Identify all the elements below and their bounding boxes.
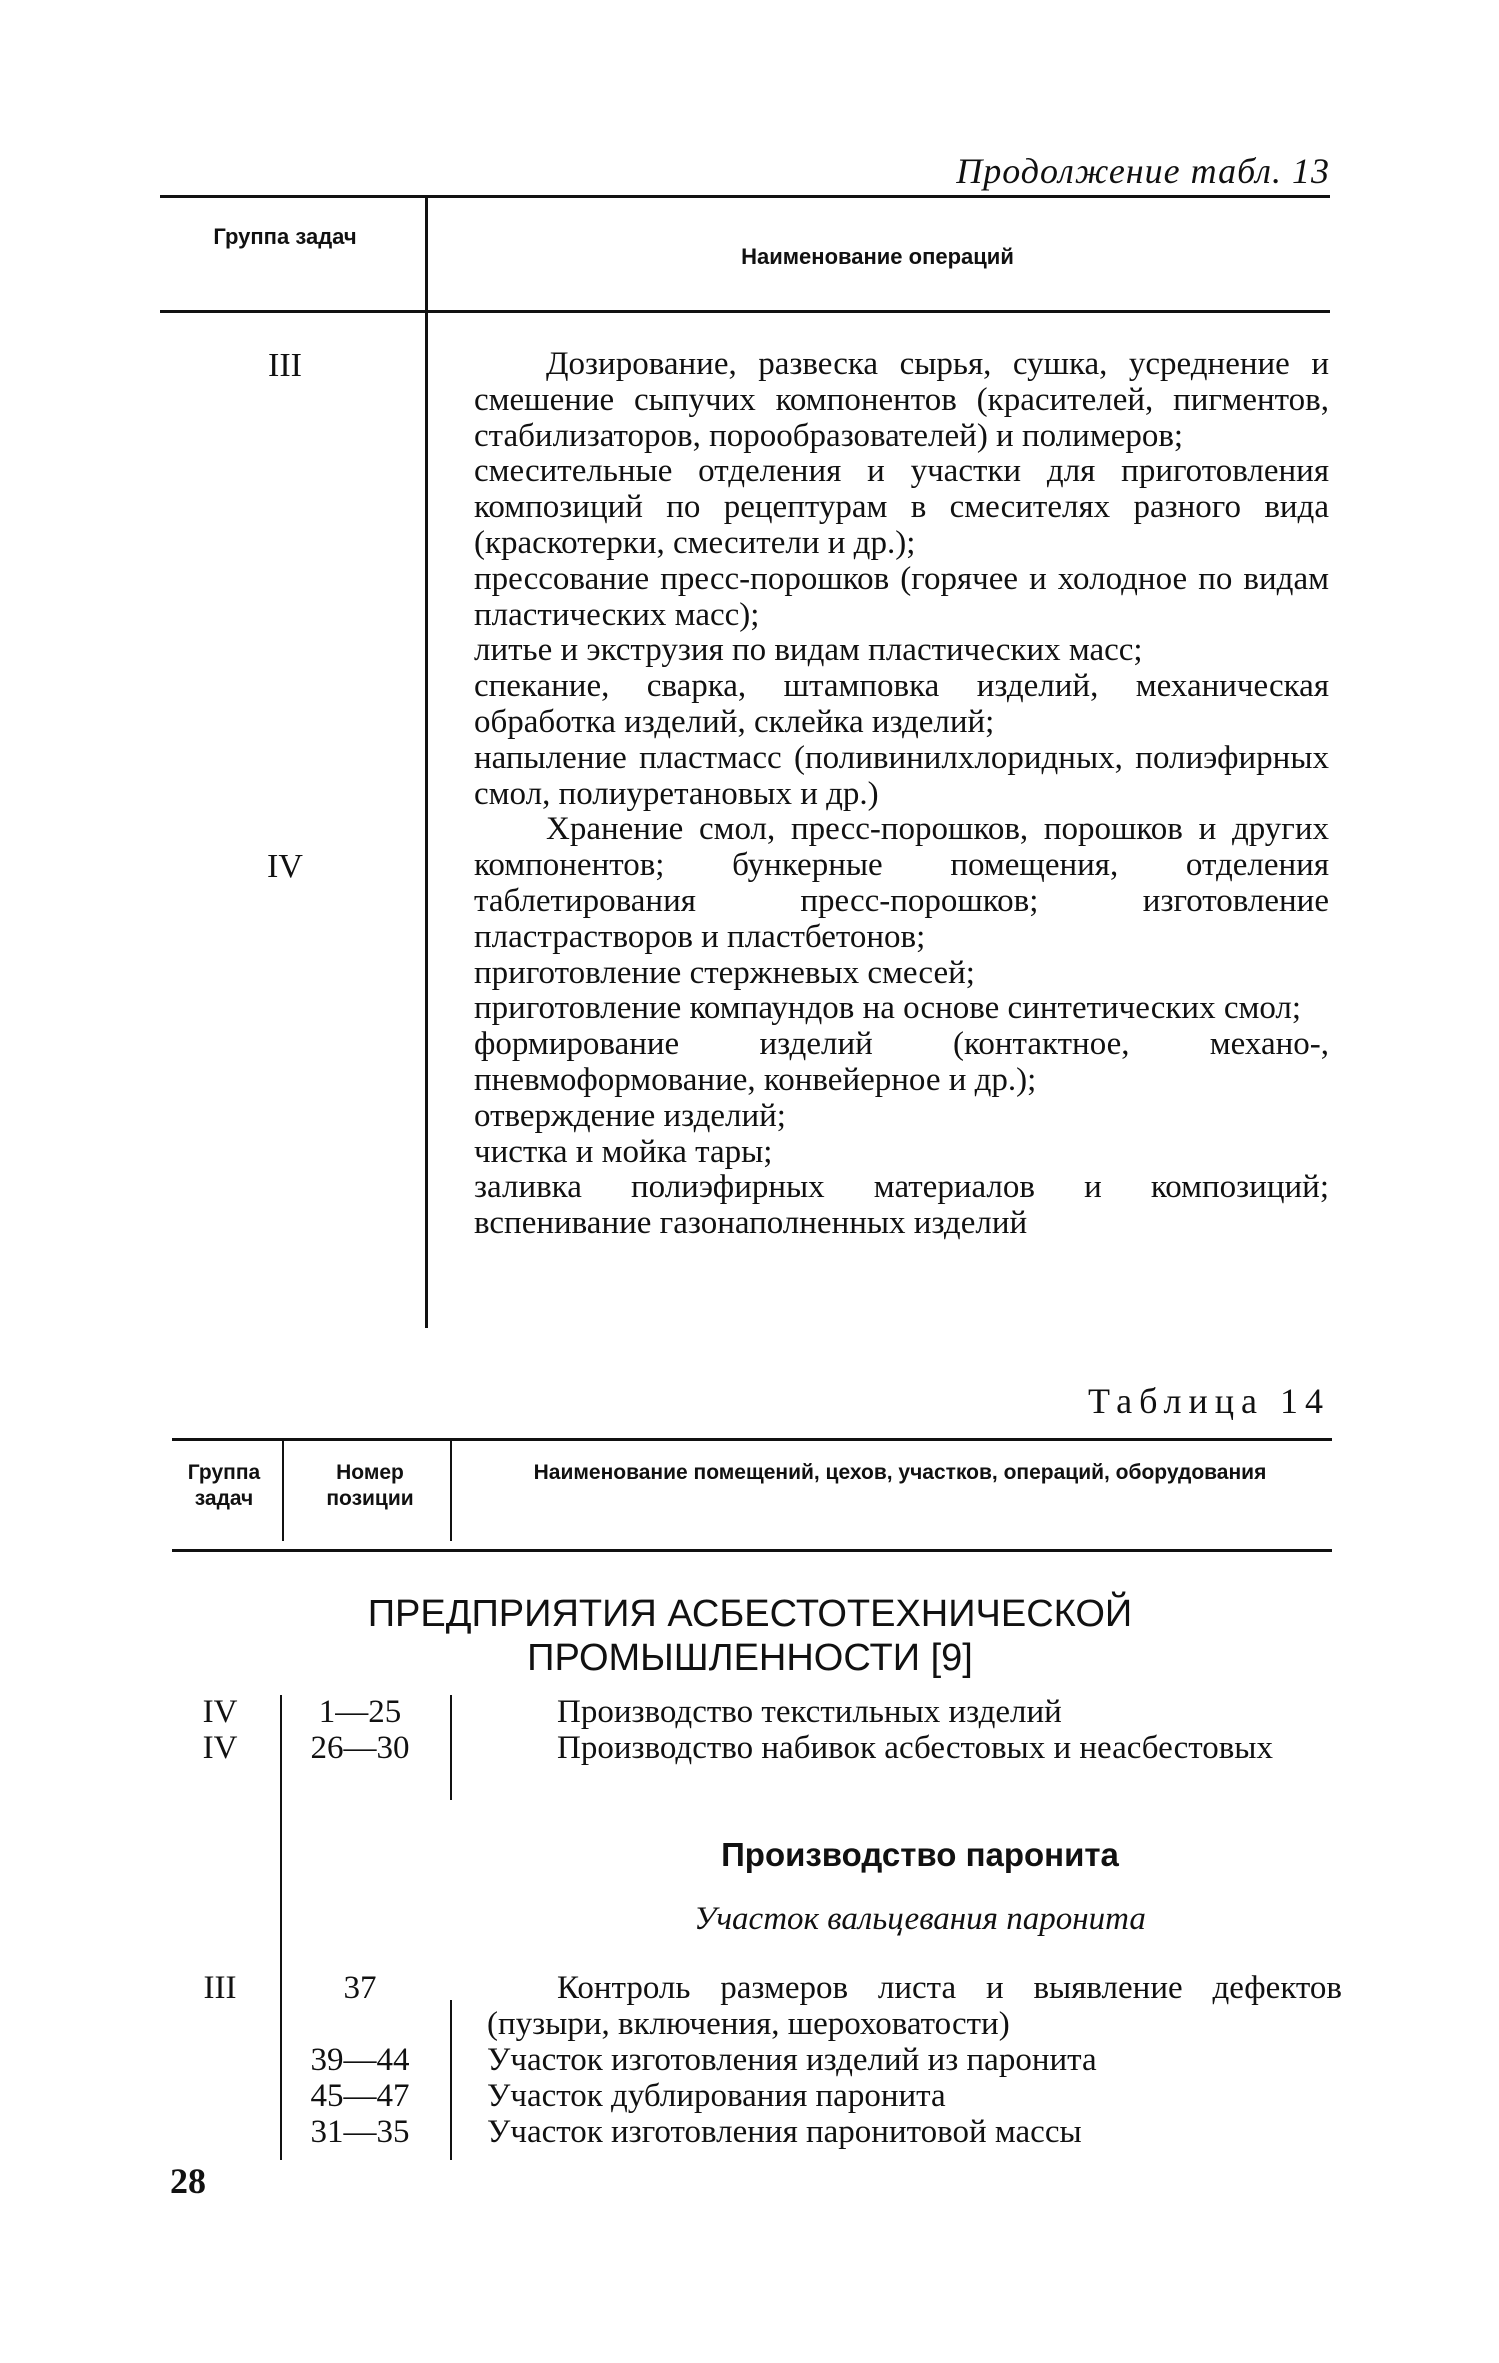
row-position: 39—44	[310, 2042, 410, 2078]
row-position: 1—25	[318, 1694, 402, 1730]
operation-paragraph: Дозирование, развеска сырья, сушка, усреднение и смешение сыпучих компонентов (красителей, пигментов, стабилизаторов, порообразователей) и полимеров;	[474, 346, 1329, 454]
table14-body-divider-2a	[450, 1695, 452, 1800]
operation-paragraph: формирование изделий (контактное, механо-, пневмоформование, конвейерное и др.);	[474, 1026, 1329, 1098]
row-name: Контроль размеров листа и выявление дефектов (пузыри, включения, шероховатости)	[487, 1970, 1342, 2042]
row-position: 37	[343, 1970, 377, 2006]
operation-paragraph: заливка полиэфирных материалов и композиций; вспенивание газонаполненных изделий	[474, 1169, 1329, 1242]
operation-paragraph: смесительные отделения и участки для приготовления композиций по рецептурам в смесителях разного вида (краскотерки, смесители и др.);	[474, 453, 1329, 561]
operation-paragraph: приготовление стержневых смесей;	[474, 954, 975, 991]
table14-header-group: Группа задач	[187, 1461, 261, 1510]
table13-header-rule	[160, 310, 1330, 313]
operation-paragraph: литье и экструзия по видам пластических масс;	[474, 632, 1143, 669]
table14-caption: Таблица 14	[1088, 1381, 1330, 1421]
table13-operations-text	[474, 347, 1329, 1242]
operation-paragraph: прессование пресс-порошков (горячее и холодное по видам пластических масс);	[474, 560, 1329, 633]
operation-paragraph: спекание, сварка, штамповка изделий, механическая обработка изделий, склейка изделий;	[474, 668, 1329, 740]
row-position: 31—35	[310, 2114, 410, 2150]
row-name: Производство текстильных изделий	[557, 1694, 1062, 1730]
table14-divider-2	[450, 1441, 452, 1541]
table14-body-divider-2b	[450, 2000, 452, 2160]
subsubsection-title: Участок вальцевания паронита	[694, 1901, 1146, 1937]
subsection-title: Производство паронита	[721, 1836, 1119, 1873]
running-head: Продолжение табл. 13	[956, 151, 1330, 191]
operation-paragraph: чистка и мойка тары;	[474, 1133, 773, 1170]
table14-header-rule	[172, 1549, 1332, 1552]
operation-paragraph: приготовление компаундов на основе синтетических смол;	[474, 990, 1302, 1027]
row-position: 26—30	[310, 1730, 410, 1766]
row-group: IV	[202, 1694, 238, 1730]
row-group: IV	[202, 1730, 238, 1766]
table14-body-divider-1b	[280, 1800, 282, 2160]
row-name: Участок изготовления изделий из паронита	[487, 2042, 1097, 2078]
row-name: Участок изготовления паронитовой массы	[487, 2114, 1082, 2150]
table13-column-divider	[425, 198, 428, 1328]
row-name: Производство набивок асбестовых и неасбестовых	[557, 1730, 1273, 1766]
row-name: Участок дублирования паронита	[487, 2078, 946, 2114]
operation-paragraph: напыление пластмасс (поливинилхлоридных, полиэфирных смол, полиуретановых и др.)	[474, 739, 1329, 812]
table13-top-rule	[160, 195, 1330, 198]
table13-header-operations: Наименование операций	[741, 244, 1014, 269]
row-position: 45—47	[310, 2078, 410, 2114]
table14-header-name: Наименование помещений, цехов, участков, операций, оборудования	[533, 1461, 1267, 1484]
table14-body-divider-1a	[280, 1695, 282, 1800]
row-group: III	[203, 1970, 237, 2006]
operation-paragraph: отверждение изделий;	[474, 1097, 786, 1134]
table14-header-position: Номер позиции	[326, 1461, 414, 1510]
table13-header-group: Группа задач	[213, 224, 357, 249]
table13-group-iv: IV	[267, 848, 303, 885]
table13-group-iii: III	[268, 347, 302, 384]
table14-top-rule	[172, 1438, 1332, 1441]
page-number: 28	[170, 2161, 206, 2201]
operation-paragraph: Хранение смол, пресс-порошков, порошков и других компонентов; бункерные помещения, отделения таблетирования пресс-порошков; изготовление пластрастворов и пластбетонов;	[474, 811, 1329, 955]
section-title: ПРЕДПРИЯТИЯ АСБЕСТОТЕХНИЧЕСКОЙ ПРОМЫШЛЕННОСТИ [9]	[367, 1593, 1133, 1679]
